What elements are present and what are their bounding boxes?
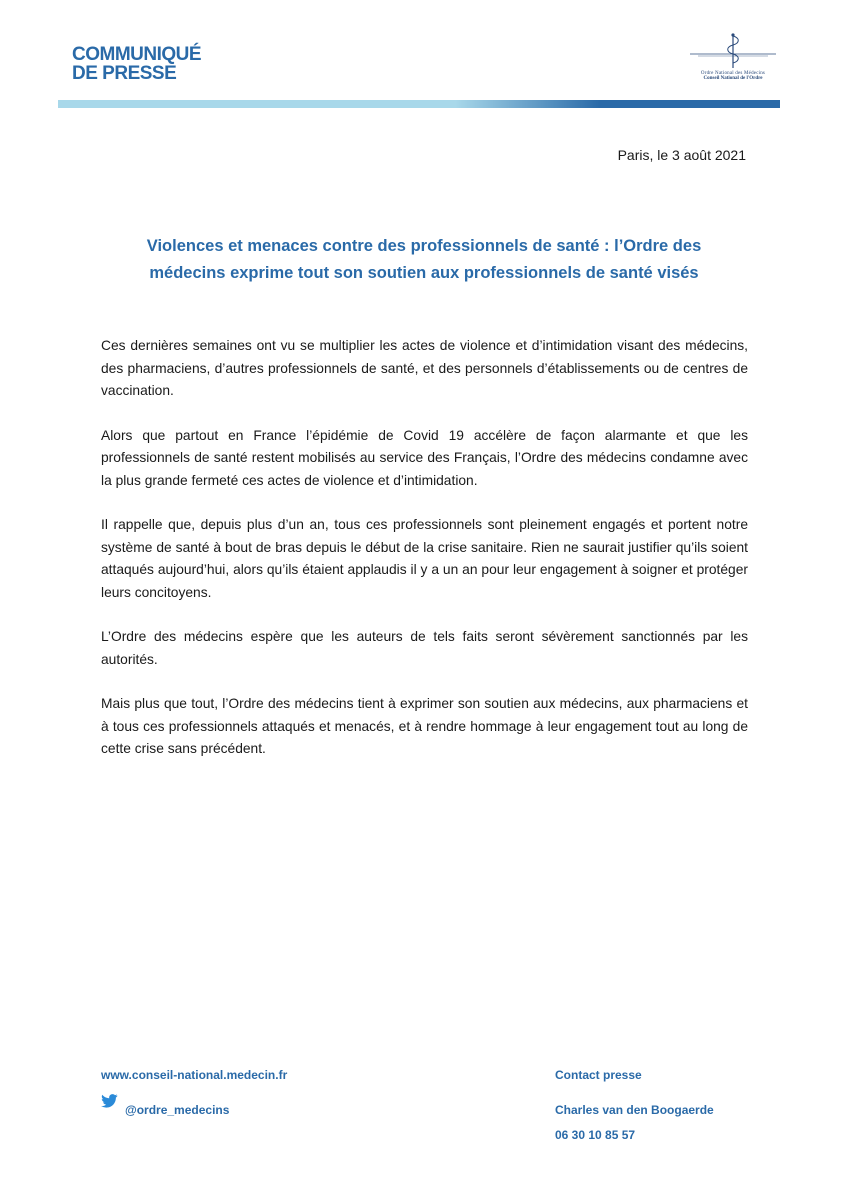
twitter-handle: @ordre_medecins xyxy=(125,1103,230,1117)
body-paragraph-2: Alors que partout en France l’épidémie de Covid 19 accélère de façon alarmante et que les professionnels de santé restent mobilisés au service des Français, l’Ordre des médecins condamne avec la plus grande fermeté ces actes de violence et d’intimidation. xyxy=(101,427,748,488)
title-line-1: Violences et menaces contre des professionnels de santé : l’Ordre des xyxy=(146,237,702,255)
heading-line-2: DE PRESSE xyxy=(72,63,177,84)
logo-text-line-2: Conseil National de l'Ordre xyxy=(703,76,763,81)
body-paragraph-5: Mais plus que tout, l’Ordre des médecins tient à exprimer son soutien aux médecins, aux pharmaciens et à tous ces professionnels attaqués et menacés, et à rendre hommage à leur engagement tout au long de cette crise sans précédent. xyxy=(101,696,748,756)
body-paragraph-3: Il rappelle que, depuis plus d’un an, tous ces professionnels sont pleinement engagés et portent notre système de santé à bout de bras depuis le début de la crise sanitaire. Rien ne saurait justifier qu’ils soient attaqués aujourd’hui, alors qu’ils étaient applaudis il y a un an pour leur engagement à soigner et protéger leurs concitoyens. xyxy=(101,517,748,600)
heading-line-1: COMMUNIQUÉ xyxy=(72,44,202,65)
press-release-heading xyxy=(72,45,201,83)
twitter-bird-icon xyxy=(101,1094,118,1108)
document-body xyxy=(101,335,748,783)
body-paragraph-1: Ces dernières semaines ont vu se multiplier les actes de violence et d’intimidation visant des médecins, des pharmaciens, d’autres professionnels de santé, et des personnels d’établissements ou de centres de vaccination. xyxy=(101,338,748,398)
contact-name: Charles van den Boogaerde xyxy=(555,1103,714,1117)
document-date: Paris, le 3 août 2021 xyxy=(617,147,746,163)
contact-phone[interactable]: 06 30 10 85 57 xyxy=(555,1128,636,1142)
contact-label: Contact presse xyxy=(555,1068,642,1082)
caduceus-icon xyxy=(688,30,778,70)
logo-text-line-1: Ordre National des Médecins xyxy=(700,71,766,76)
ordre-medecins-logo xyxy=(688,30,778,90)
document-title xyxy=(100,233,748,287)
title-line-2: médecins exprime tout son soutien aux professionnels de santé visés xyxy=(149,264,699,282)
website-link[interactable]: www.conseil-national.medecin.fr xyxy=(101,1068,288,1082)
header-divider-bar xyxy=(58,100,780,108)
body-paragraph-4: L’Ordre des médecins espère que les auteurs de tels faits seront sévèrement sanctionnés par les autorités. xyxy=(101,629,748,667)
